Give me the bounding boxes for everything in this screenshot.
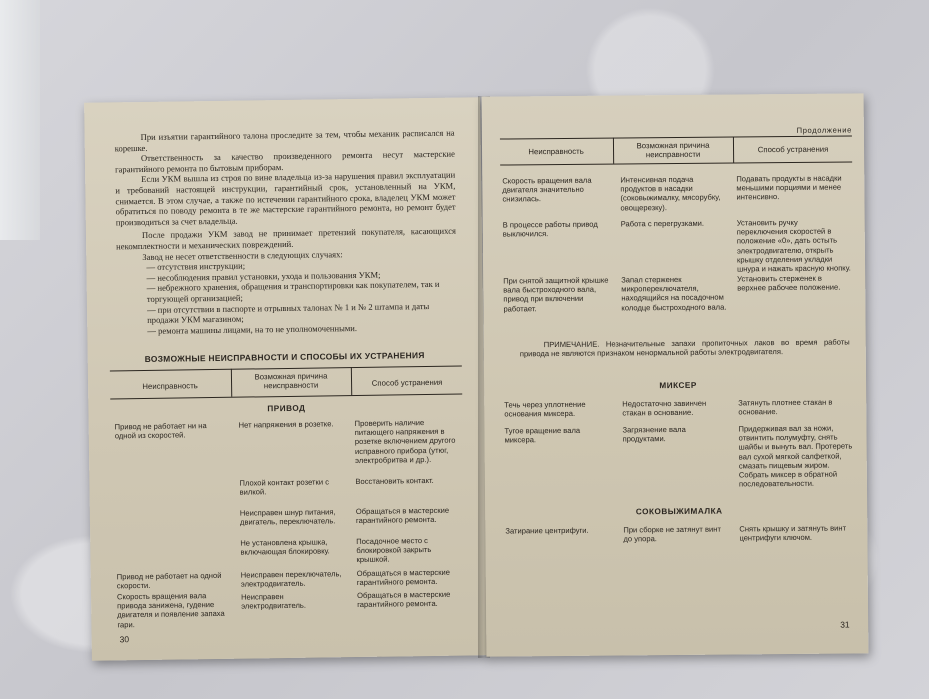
list-item: — небрежного хранения, обращения и транспортировки как покупателем, так и торгующей организацией; [146,279,440,304]
table-rule-top [110,366,462,372]
list-item: — несоблюдения правил установки, ухода и пользования УКМ; [146,269,381,283]
column-header: Неисправность [142,381,198,392]
table-cell: Нет напряжения в розетке. [238,419,334,430]
column-header: Неисправность [528,146,584,157]
table-cell: Привод не работает на одной скорости. [116,570,222,591]
table-rule-top [500,135,852,139]
table-cell: Подавать продукты в насадки меньшими порциями и менее интенсивно. [736,173,842,202]
column-header: Возможная причина неисправности [636,140,710,160]
table-rule-bottom [500,161,852,165]
table-cell: Обращаться в мастерские гарантийного ремонта. [356,589,451,610]
table-cell: Работа с перегрузками. [620,218,705,229]
table-cell: В процессе работы привод выключился. [502,219,598,239]
table-cell: Загрязнение вала продуктами. [622,424,686,444]
paragraph: После продажи УКМ завод не принимает претензий покупателя, касающихся некомплектности и механических повреждений. [116,225,457,252]
table-cell: Установить стерженек в верхнее рабочее положение. [737,273,841,293]
paragraph: Ответственность за качество произведенного ремонта несут мастерские гарантийного ремонта по бытовым приборам. [114,148,455,175]
right-page [482,93,869,656]
table-cell: Привод не работает ни на одной из скоростей. [114,421,207,441]
page-number: 31 [840,619,850,630]
column-header: Способ устранения [371,377,443,388]
table-cell: Запал стерженек микропереключателя, находящийся на посадочном колодце быстроходного вала. [621,274,727,313]
table-rule-bottom [110,394,462,400]
column-divider [613,138,614,164]
table-cell: При снятой защитной крышке вала быстроходного вала, привод при включении работает. [503,275,609,314]
table-cell: Затянуть плотнее стакан в основание. [738,397,833,417]
table-cell: Неисправен электродвигатель. [240,592,306,611]
continued-label: Продолжение [796,125,852,135]
table-cell: Проверить наличие питающего напряжения в розетке включением другого исправного прибора (утюг, электробритва и др.). [354,418,456,465]
table-cell: Восстановить контакт. [355,475,434,487]
table-cell: Скорость вращения вала двигателя значительно снизилась. [502,175,592,204]
list-item: — при отсутствии в паспорте и отрывных талонах № 1 и № 2 штампа и даты продажи УКМ магазином; [146,300,430,326]
paragraph: Если УКМ вышла из строя по вине владельца из-за нарушения правил эксплуатации и требований настоящей инструкции, гарантийный срок, установленный на УКМ, снимается. В этом случае, а также по истечении гарантийного срока, владелец УКМ может обратиться по поводу ремонта в те же мастерские гарантийного ремонта, но ремонт будет производиться за счет владельца. [115,169,456,228]
table-cell: Не установлена крышка, включающая блокировку. [240,537,330,557]
column-divider [733,136,734,162]
table-cell: Плохой контакт розетки с вилкой. [239,477,330,497]
section-title: СОКОВЫЖИМАЛКА [635,506,723,517]
table-cell: Установить ручку переключения скоростей в положение «0», дать остыть электродвигателю, открыть крышку отделения укладки шнура и нажать красную кнопку. [736,217,851,274]
paragraph: При изъятии гарантийного талона проследите за тем, чтобы механик расписался на корешке. [114,127,455,153]
table-cell: Обращаться в мастерские гарантийного ремонта. [356,567,451,588]
table-cell: Затирание центрифуги. [505,525,589,536]
page-number: 30 [119,634,130,645]
window-frame [0,0,40,240]
column-header: Способ устранения [757,144,829,155]
paragraph: Завод не несет ответственности в следующих случаях: [142,248,343,262]
column-divider [351,367,352,395]
table-cell: Придерживая вал за ножи, отвинтить полумуфту, снять шайбы и вынуть вал. Протереть вал сухой мягкой салфеткой, смазать пищевым жиром. Собрать миксер в обратной последовательности. [738,423,853,489]
table-cell: Тугое вращение вала миксера. [504,425,581,445]
table-cell: Течь через уплотнение основания миксера. [504,399,586,419]
intro-text [115,128,458,337]
table-cell: Недостаточно завинчен стакан в основание. [622,398,707,418]
list-item: — ремонта машины лицами, на то не уполномоченными. [147,322,358,336]
table-cell: Неисправен переключатель, электродвигатель. [240,569,342,589]
column-header: Возможная причина неисправности [254,371,328,391]
table-cell: Неисправен шнур питания, двигатель, переключатель. [239,507,336,527]
list-item: — отсутствия инструкции; [146,260,246,273]
section-title: ПРИВОД [267,403,306,414]
table-cell: Интенсивная подача продуктов в насадки (соковыжималку, мясорубку, овощерезку). [620,174,721,213]
note-text: ПРИМЕЧАНИЕ. Незначительные запахи пропиточных лаков во время работы привода не являются признаком ненормальной работы электродвигателя. [519,337,850,359]
section-title: МИКСЕР [659,380,697,391]
table-cell: При сборке не затянут винт до упора. [623,524,721,544]
table-cell: Скорость вращения вала привода занижена, гудение двигателя и появление запаха гари. [116,591,225,629]
left-page [84,97,488,660]
table-cell: Снять крышку и затянуть винт центрифуги ключом. [739,523,847,543]
table-title: ВОЗМОЖНЫЕ НЕИСПРАВНОСТИ И СПОСОБЫ ИХ УСТРАНЕНИЯ [144,350,425,364]
table-cell: Посадочное место с блокировкой закрыть крышкой. [356,536,432,565]
table-cell: Обращаться в мастерские гарантийного ремонта. [355,505,450,526]
